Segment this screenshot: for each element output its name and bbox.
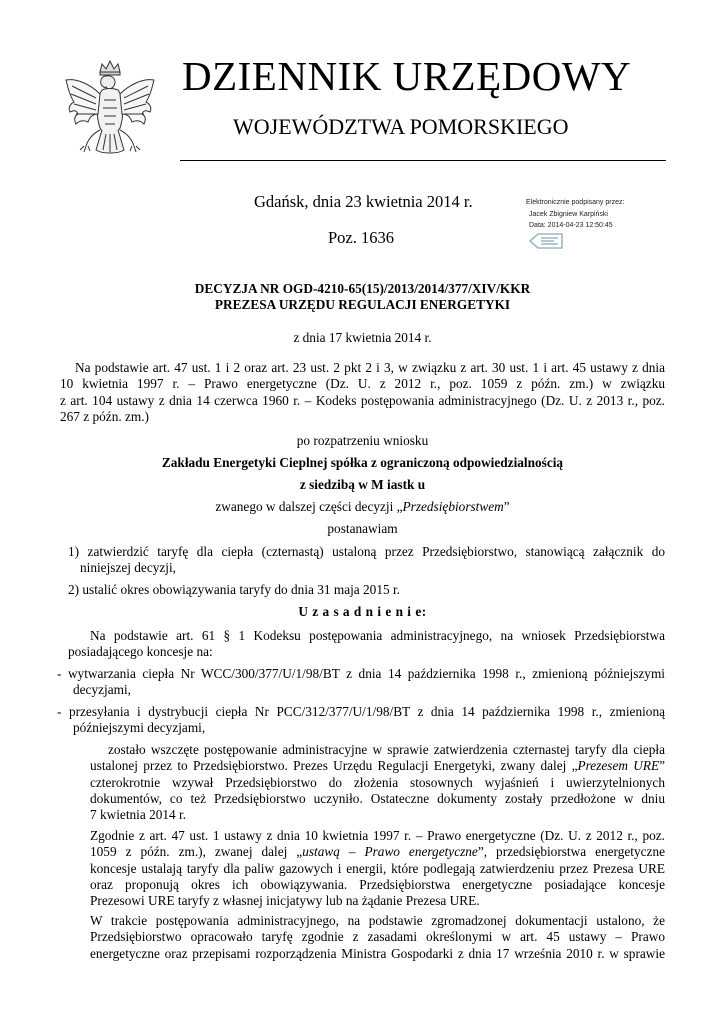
justification-heading: U z a s a d n i e n i e: [298,604,427,619]
signature-label: Elektronicznie podpisany przez: [526,199,625,206]
license-bullet-1 [57,666,665,699]
legal-basis-paragraph [60,360,665,425]
decision-number: DECYZJA NR OGD-4210-65(15)/2013/2014/377/XIV/KKR [194,281,531,296]
signature-name: Jacek Zbigniew Karpiński [529,210,608,218]
paragraph-line [90,758,665,774]
item-text-continued: niniejszej decyzji, [80,560,176,576]
electronic-signature-block [526,197,624,232]
paragraph-line: czterokrotnie wzywał Przedsiębiorstwo do złożenia stosownych wyjaśnień i uwierzytelnionych [90,774,665,790]
ruling-word: postanawiam [327,521,398,536]
legal-basis-line: z art. 104 ustawy z dnia 14 czerwca 1960 r. – Kodeks postępowania administracyjnego (Dz. U. z 2013 r., poz. [60,392,665,408]
decision-title [150,281,575,314]
referred-as-text [100,499,625,515]
ruling-item-1 [68,544,665,577]
paragraph-line: dokumentów, co też Przedsiębiorstwo uczyniło. Ostateczne dokumenty zostały przedłożone w dniu [90,790,665,806]
journal-subtitle: WOJEWÓDZTWA POMORSKIEGO [233,114,569,139]
polish-eagle-emblem [62,58,158,166]
journal-title: DZIENNIK URZĘDOWY [182,53,632,99]
item-number: 2) [68,582,80,597]
signature-seal-icon [528,232,564,250]
referred-prefix: zwanego w dalszej części decyzji „ [215,499,403,514]
defined-term: Prezesem URE [577,758,660,774]
item-number: 1) [68,544,80,559]
paragraph-line: oraz proponują okres ich obowiązywania. Przedsiębiorstwa energetyczne posiadające koncesje [90,876,665,892]
bullet-line: późniejszymi decyzjami, [73,720,206,736]
paragraph-line: koncesje ustalają taryfy dla paliw gazowych i energii, które podlegają zatwierdzeniu przez Prezesa URE [90,860,665,876]
decision-date: z dnia 17 kwietnia 2014 r. [293,330,432,345]
ruling-item-2 [68,582,665,598]
paragraph-line: 7 kwietnia 2014 r. [90,807,187,823]
justification-paragraph-3 [90,828,665,909]
text-span: ” [659,758,665,774]
signature-date: Data: 2014-04-23 12:50:45 [529,222,613,229]
company-name: Zakładu Energetyki Cieplnej spółka z ograniczoną odpowiedzialnością [161,455,564,470]
position-number: Poz. 1636 [328,228,394,247]
bullet-line: decyzjami, [73,682,131,698]
publication-place-date: Gdańsk, dnia 23 kwietnia 2014 r. [254,192,473,211]
bullet-line: - przesyłania i dystrybucji ciepła Nr PCC/312/377/U/1/98/BT z dnia 14 października 1998 r., zmienioną [57,704,665,719]
defined-term: ustawą – Prawo energetyczne [302,844,478,860]
text-span: 1059 z późn. zm.), zwanej dalej „ [90,844,303,860]
referred-term: Przedsiębiorstwem [402,499,504,514]
referred-suffix: ” [503,499,510,514]
paragraph-line [90,844,665,860]
decision-authority: PREZESA URZĘDU REGULACJI ENERGETYKI [214,297,511,313]
legal-basis-line: 10 kwietnia 1997 r. – Prawo energetyczne (Dz. U. z 2012 r., poz. 1059 z późn. zm.) w związku [60,376,665,392]
paragraph-line: energetyczne oraz przepisami rozporządzenia Ministra Gospodarki z dnia 17 września 2010 r. w sprawie [90,945,665,961]
paragraph-line: zostało wszczęte postępowanie administracyjne w sprawie zatwierdzenia czternastej taryfy dla ciepła [108,742,665,757]
item-text: zatwierdzić taryfę dla ciepła (czternastą) ustaloną przez Przedsiębiorstwo, stanowiącą załącznik do [87,544,665,559]
license-bullet-2 [57,704,665,737]
paragraph-line: Przedsiębiorstwo opracowało taryfę zgodnie z zasadami określonymi w art. 45 ustawy – Prawo [90,929,665,945]
justification-paragraph-1 [68,628,665,661]
after-review-text: po rozpatrzeniu wniosku [296,433,429,448]
text-span: ”, przedsiębiorstwa energetyczne [477,844,665,860]
text-span: ustalonej przez to Przedsiębiorstwo. Prezes Urzędu Regulacji Energetyki, zwany dalej „ [90,758,578,774]
paragraph-line: Prezesowi URE taryfy z własnej inicjatywy lub na żądanie Prezesa URE. [90,893,480,909]
paragraph-line: posiadającego koncesje na: [68,644,213,660]
legal-basis-line: 267 z późn. zm.) [60,408,149,424]
item-text: ustalić okres obowiązywania taryfy do dnia 31 maja 2015 r. [82,582,400,597]
paragraph-line: W trakcie postępowania administracyjnego, na podstawie zgromadzonej dokumentacji ustalono, że [90,913,665,928]
paragraph-line: Zgodnie z art. 47 ust. 1 ustawy z dnia 10 kwietnia 1997 r. – Prawo energetyczne (Dz. U. z 2012 r., poz. [90,828,665,843]
legal-basis-line: Na podstawie art. 47 ust. 1 i 2 oraz art. 23 ust. 2 pkt 2 i 3, w związku z art. 30 ust. 1 i art. 45 ustawy z dnia [75,360,665,375]
paragraph-line: Na podstawie art. 61 § 1 Kodeksu postępowania administracyjnego, na wniosek Przedsiębiorstwa [90,628,665,643]
bullet-line: - wytwarzania ciepła Nr WCC/300/377/U/1/98/BT z dnia 14 października 1998 r., zmienioną późniejszymi [57,666,665,681]
justification-paragraph-2 [90,742,665,823]
justification-paragraph-4 [90,913,665,962]
header-divider [180,160,666,161]
company-seat: z siedzibą w M iastk u [299,477,426,492]
